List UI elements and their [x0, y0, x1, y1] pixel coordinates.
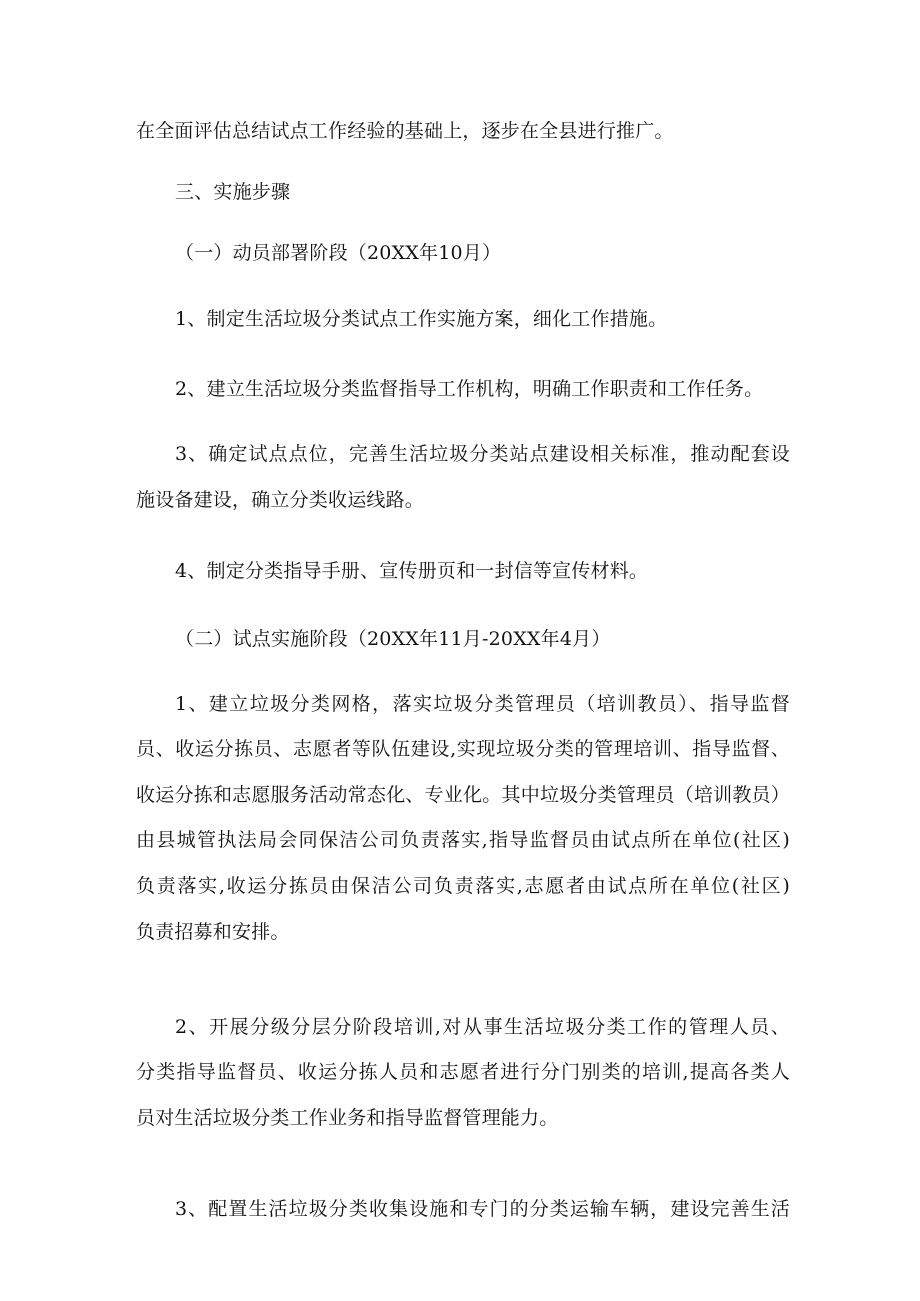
pilot-item-3-line-1: 3、配置生活垃圾分类收集设施和专门的分类运输车辆，建设完善生活 — [175, 1198, 790, 1220]
paragraph-intro-line-1: 在全面评估总结试点工作经验的基础上，逐步在全县进行推广。 — [136, 120, 674, 142]
item-3-line-1: 3、确定试点点位，完善生活垃圾分类站点建设相关标准，推动配套设 — [175, 443, 790, 465]
pilot-item-1-line-4: 由县城管执法局会同保洁公司负责落实,指导监督员由试点所在单位(社区) — [136, 829, 790, 851]
subheading-pilot-stage: （二）试点实施阶段（20XX年11月-20XX年4月） — [175, 628, 611, 650]
pilot-item-1-line-5: 负责落实,收运分拣员由保洁公司负责落实,志愿者由试点所在单位(社区) — [136, 875, 790, 897]
pilot-item-1-line-6: 负责招募和安排。 — [136, 921, 290, 943]
pilot-item-2-line-2: 分类指导监督员、收运分拣人员和志愿者进行分门别类的培训,提高各类人 — [136, 1061, 790, 1083]
item-2-establish-agency: 2、建立生活垃圾分类监督指导工作机构，明确工作职责和工作任务。 — [175, 378, 764, 400]
section-heading-implementation-steps: 三、实施步骤 — [175, 181, 291, 203]
pilot-item-2-line-3: 员对生活垃圾分类工作业务和指导监督管理能力。 — [136, 1107, 559, 1129]
item-4-materials: 4、制定分类指导手册、宣传册页和一封信等宣传材料。 — [175, 560, 649, 582]
pilot-item-1-line-3: 收运分拣和志愿服务活动常态化、专业化。其中垃圾分类管理员（培训教员） — [136, 784, 790, 806]
item-1-formulate-plan: 1、制定生活垃圾分类试点工作实施方案，细化工作措施。 — [175, 308, 668, 330]
item-3-line-2: 施设备建设，确立分类收运线路。 — [136, 489, 425, 511]
pilot-item-1-line-2: 员、收运分拣员、志愿者等队伍建设,实现垃圾分类的管理培训、指导监督、 — [136, 738, 790, 760]
pilot-item-1-line-1: 1、建立垃圾分类网格，落实垃圾分类管理员（培训教员）、指导监督 — [175, 693, 790, 715]
subheading-mobilization-stage: （一）动员部署阶段（20XX年10月） — [175, 242, 502, 264]
pilot-item-2-line-1: 2、开展分级分层分阶段培训,对从事生活垃圾分类工作的管理人员、 — [175, 1016, 790, 1038]
